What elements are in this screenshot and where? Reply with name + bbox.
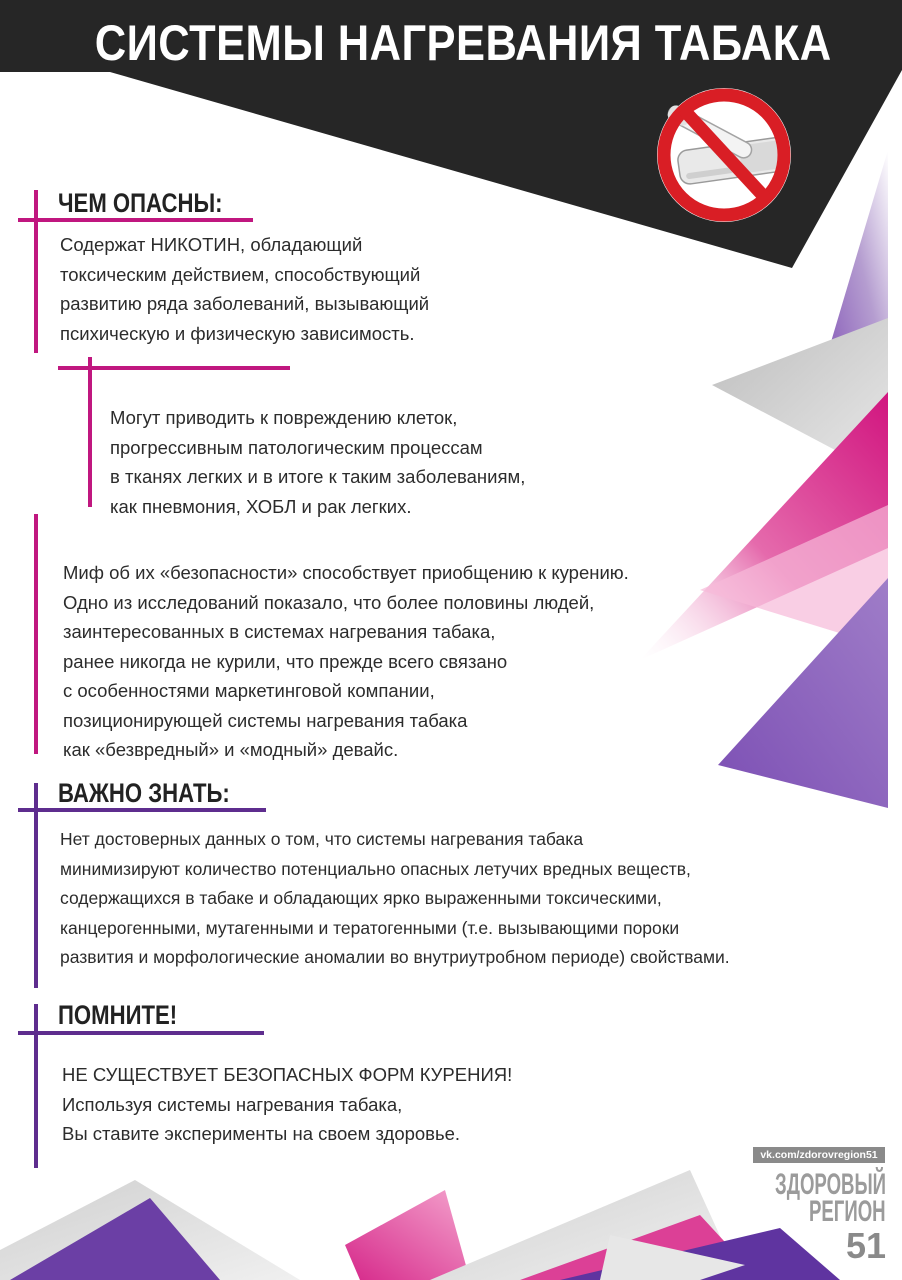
page-title: СИСТЕМЫ НАГРЕВАНИЯ ТАБАКА bbox=[94, 15, 832, 71]
logo-number: 51 bbox=[845, 1225, 886, 1266]
text-line: ранее никогда не курили, что прежде всего связано bbox=[63, 650, 508, 672]
section-heading-important: ВАЖНО ЗНАТЬ: bbox=[58, 778, 230, 808]
text-line: развития и морфологические аномалии во внутриутробном периоде) свойствами. bbox=[60, 947, 730, 967]
logo-line-1: ЗДОРОВЫЙ bbox=[774, 1168, 886, 1201]
text-line: канцерогенными, мутагенными и тератогенными (т.е. вызывающими пороки bbox=[60, 917, 680, 938]
text-line: НЕ СУЩЕСТВУЕТ БЕЗОПАСНЫХ ФОРМ КУРЕНИЯ! bbox=[62, 1064, 513, 1085]
text-line: позиционирующей системы нагревания табака bbox=[63, 709, 468, 731]
section-myth-text bbox=[63, 558, 629, 765]
section-heading-remember: ПОМНИТЕ! bbox=[58, 1000, 178, 1030]
text-line: содержащихся в табаке и обладающих ярко выраженными токсическими, bbox=[60, 888, 662, 908]
accent-line-v4 bbox=[34, 783, 38, 988]
no-iqos-icon bbox=[657, 88, 791, 222]
vk-link[interactable]: vk.com/zdorovregion51 bbox=[753, 1147, 885, 1163]
section-remember-text bbox=[62, 1060, 512, 1149]
section-heading-dangers: ЧЕМ ОПАСНЫ: bbox=[58, 188, 223, 218]
accent-line-h5 bbox=[18, 1031, 264, 1035]
zdorovyi-region-logo bbox=[756, 1168, 886, 1268]
text-line: психическую и физическую зависимость. bbox=[60, 322, 415, 344]
text-line: Миф об их «безопасности» способствует приобщению к курению. bbox=[63, 562, 629, 583]
text-line: Нет достоверных данных о том, что системы нагревания табака bbox=[60, 829, 584, 849]
section-important-text bbox=[60, 825, 730, 973]
text-line: Используя системы нагревания табака, bbox=[62, 1093, 403, 1115]
bottom-pink-left bbox=[345, 1190, 470, 1280]
text-line: Вы ставите эксперименты на своем здоровье. bbox=[62, 1123, 461, 1144]
text-line: с особенностями маркетинговой компании, bbox=[63, 680, 435, 701]
logo-line-2: РЕГИОН bbox=[809, 1195, 886, 1228]
text-line: Содержат НИКОТИН, обладающий bbox=[60, 234, 363, 255]
text-line: заинтересованных в системах нагревания табака, bbox=[63, 621, 496, 642]
section-dangers-text bbox=[60, 230, 429, 348]
text-line: как пневмония, ХОБЛ и рак легких. bbox=[110, 495, 412, 517]
text-line: в тканях легких и в итоге к таким заболеваниям, bbox=[110, 466, 526, 487]
text-line: как «безвредный» и «модный» девайс. bbox=[63, 739, 399, 760]
accent-line-v3 bbox=[34, 514, 38, 754]
accent-line-v2 bbox=[88, 357, 92, 507]
accent-line-h2 bbox=[58, 366, 290, 370]
text-line: прогрессивным патологическим процессам bbox=[110, 436, 483, 458]
text-line: токсическим действием, способствующий bbox=[60, 263, 421, 285]
accent-line-v1 bbox=[34, 190, 38, 353]
text-line: Могут приводить к повреждению клеток, bbox=[110, 407, 458, 428]
text-line: Одно из исследований показало, что более половины людей, bbox=[63, 591, 595, 613]
section-cell-damage-text bbox=[110, 403, 525, 521]
text-line: развитию ряда заболеваний, вызывающий bbox=[60, 293, 430, 314]
accent-line-v5 bbox=[34, 1004, 38, 1168]
text-line: минимизируют количество потенциально опасных летучих вредных веществ, bbox=[60, 858, 691, 879]
